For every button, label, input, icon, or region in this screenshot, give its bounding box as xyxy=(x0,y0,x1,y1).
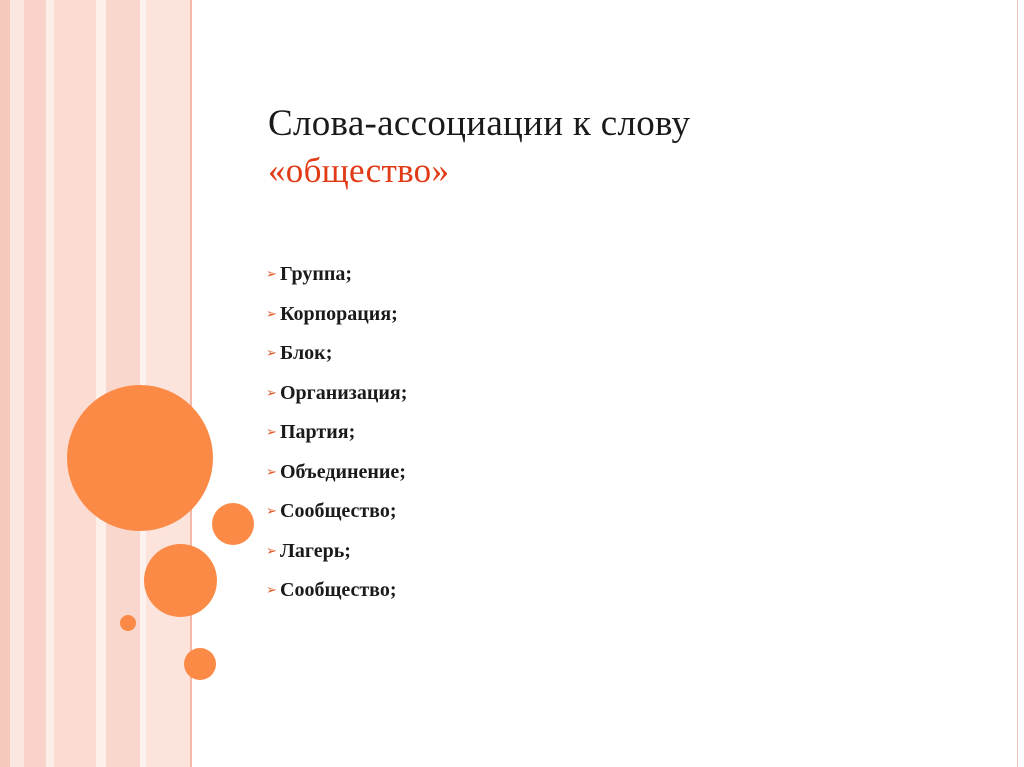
decorative-stripe xyxy=(24,0,46,767)
decorative-circle-large xyxy=(67,385,213,531)
decorative-circle xyxy=(184,648,216,680)
association-list xyxy=(266,255,407,611)
decorative-border-line xyxy=(1017,0,1018,767)
list-item-label: Объединение; xyxy=(280,460,406,483)
decorative-stripe xyxy=(146,0,190,767)
list-item xyxy=(266,374,407,414)
arrow-bullet-icon: ➢ xyxy=(266,267,277,283)
decorative-circle-small xyxy=(120,615,136,631)
title-line-1: Слова-ассоциации к слову xyxy=(268,103,691,144)
decorative-stripe xyxy=(54,0,96,767)
arrow-bullet-icon: ➢ xyxy=(266,583,277,599)
list-item xyxy=(266,334,407,374)
arrow-bullet-icon: ➢ xyxy=(266,306,277,322)
list-item-label: Партия; xyxy=(280,421,356,444)
arrow-bullet-icon: ➢ xyxy=(266,385,277,401)
decorative-stripe xyxy=(96,0,106,767)
decorative-stripe xyxy=(46,0,54,767)
decorative-circle xyxy=(144,544,217,617)
decorative-stripe xyxy=(106,0,140,767)
arrow-bullet-icon: ➢ xyxy=(266,464,277,480)
list-item xyxy=(266,413,407,453)
decorative-circle xyxy=(212,503,254,545)
list-item-label: Корпорация; xyxy=(280,302,398,325)
list-item xyxy=(266,571,407,611)
list-item xyxy=(266,453,407,493)
list-item-label: Лагерь; xyxy=(280,539,351,562)
slide-title xyxy=(268,100,968,194)
list-item xyxy=(266,532,407,572)
arrow-bullet-icon: ➢ xyxy=(266,425,277,441)
list-item-label: Группа; xyxy=(280,263,353,286)
list-item xyxy=(266,295,407,335)
arrow-bullet-icon: ➢ xyxy=(266,543,277,559)
list-item-label: Блок; xyxy=(280,342,333,365)
list-item-label: Организация; xyxy=(280,381,408,404)
decorative-stripe xyxy=(10,0,24,767)
arrow-bullet-icon: ➢ xyxy=(266,346,277,362)
list-item xyxy=(266,255,407,295)
list-item xyxy=(266,492,407,532)
list-item-label: Сообщество; xyxy=(280,500,397,523)
list-item-label: Сообщество; xyxy=(280,579,397,602)
title-line-2: «общество» xyxy=(268,151,450,191)
arrow-bullet-icon: ➢ xyxy=(266,504,277,520)
decorative-stripe xyxy=(0,0,10,767)
